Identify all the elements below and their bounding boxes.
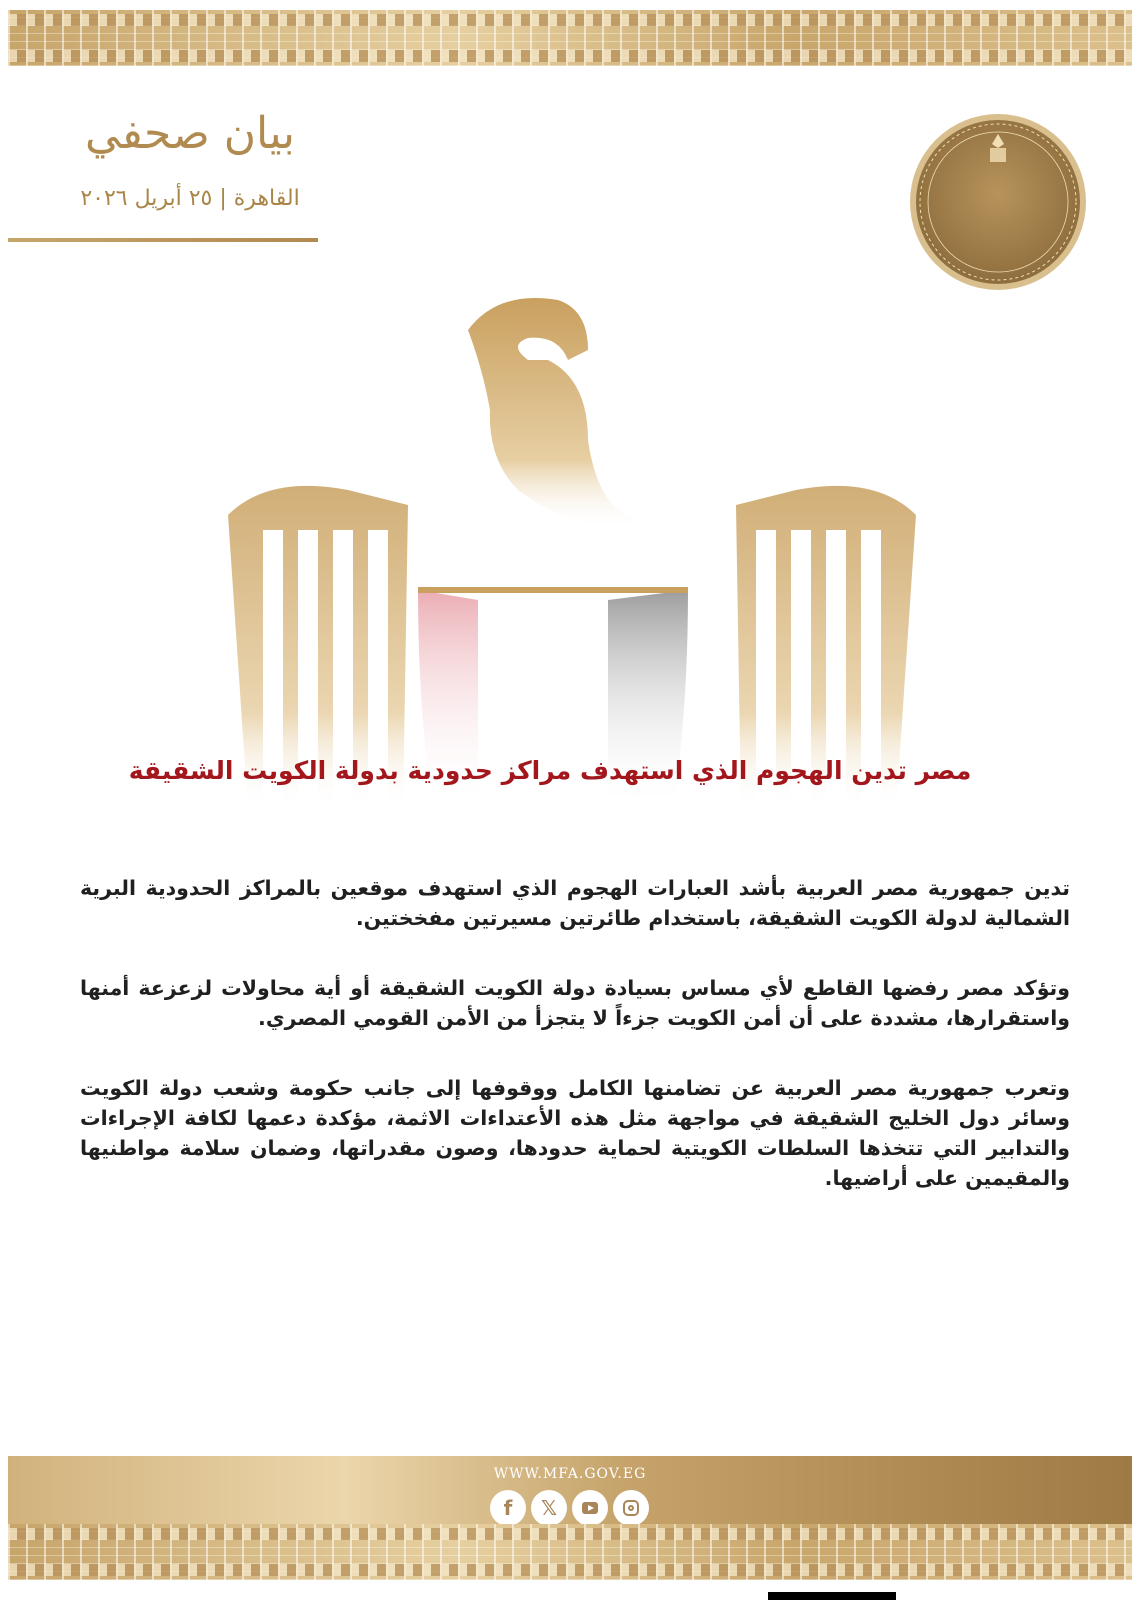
paragraph: تدين جمهورية مصر العربية بأشد العبارات الهجوم الذي استهدف موقعين بالمراكز الحدودية البرية الشمالية لدولة الكويت الشقيقة، باستخدام طائرتين مسيرتين مفخختين. xyxy=(80,875,1070,930)
instagram-icon[interactable] xyxy=(613,1490,649,1526)
youtube-icon[interactable] xyxy=(572,1490,608,1526)
release-date: القاهرة | ٢٥ أبريل ٢٠٢٦ xyxy=(80,186,300,211)
ministry-seal-logo xyxy=(908,112,1088,292)
x-icon[interactable]: 𝕏 xyxy=(531,1490,567,1526)
website-link[interactable]: WWW.MFA.GOV.EG xyxy=(493,1466,647,1482)
black-strip xyxy=(768,1592,896,1600)
top-decorative-border xyxy=(8,10,1132,66)
press-release-title: بيان صحفي xyxy=(85,108,295,159)
bottom-decorative-border xyxy=(8,1524,1132,1580)
egypt-eagle-watermark xyxy=(228,290,916,810)
facebook-icon[interactable]: f xyxy=(490,1490,526,1526)
paragraph: وتؤكد مصر رفضها القاطع لأي مساس بسيادة دولة الكويت الشقيقة أو أية محاولات لزعزعة أمنها واستقرارها، مشددة على أن أمن الكويت جزءاً لا يتجزأ من الأمن القومي المصري. xyxy=(80,975,1070,1030)
headline: مصر تدين الهجوم الذي استهدف مراكز حدودية بدولة الكويت الشقيقة xyxy=(128,756,972,785)
paragraph: وتعرب جمهورية مصر العربية عن تضامنها الكامل ووقوفها إلى جانب حكومة وشعب دولة الكويت وسائر دول الخليج الشقيقة في مواجهة مثل هذه الأعتداءات الاثمة، مؤكدة دعمها لكافة الإجراءات والتدابير التي تتخذها السلطات الكويتية لحماية حدودها، وصون مقدراتها، وضمان سلامة مواطنيها والمقيمين على أراضيها. xyxy=(80,1075,1070,1190)
header-divider xyxy=(8,238,318,242)
